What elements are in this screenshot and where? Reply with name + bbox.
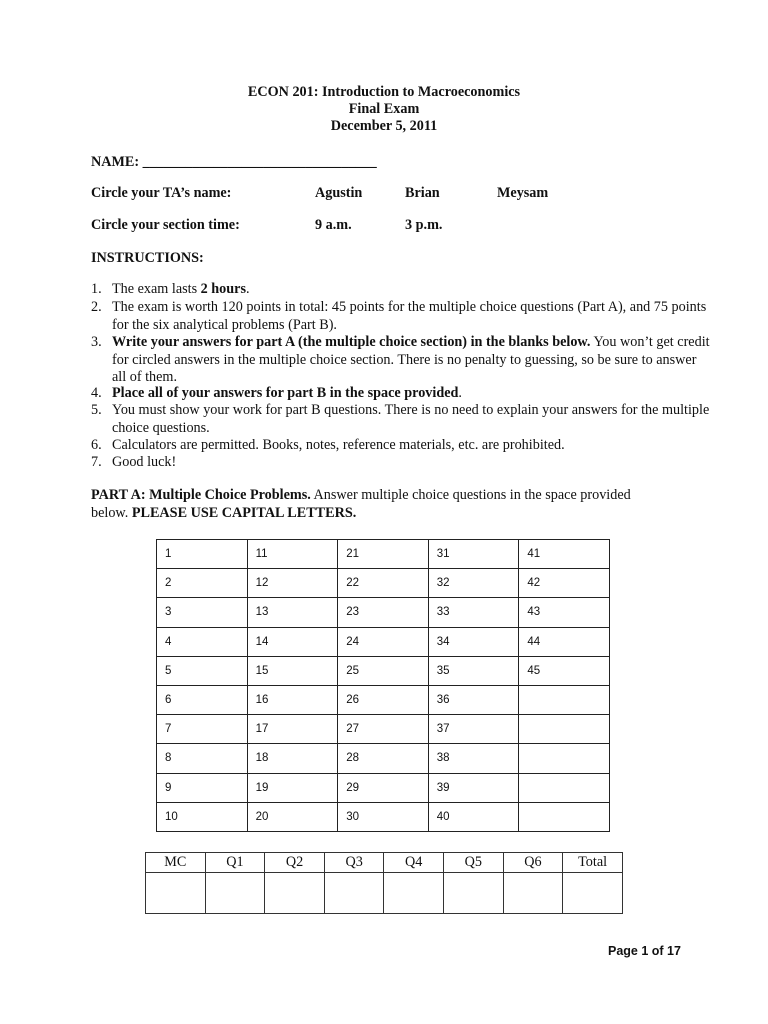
answer-cell[interactable]: 42 (519, 569, 610, 598)
answer-cell[interactable]: 7 (157, 715, 248, 744)
answer-grid (156, 539, 610, 832)
answer-row (157, 773, 610, 802)
answer-cell[interactable]: 3 (157, 598, 248, 627)
section-option-9am[interactable]: 9 a.m. (315, 217, 352, 233)
name-field[interactable]: NAME: _________________________________ (91, 154, 377, 170)
answer-cell[interactable]: 25 (338, 656, 429, 685)
answer-cell[interactable]: 33 (428, 598, 519, 627)
instruction-number: 1. (91, 281, 102, 297)
answer-cell[interactable]: 18 (247, 744, 338, 773)
instruction-text-post: You won’t get credit for circled answers in the multiple choice section. There is no penalty to guessing, so be sure to answer all of them. (112, 334, 710, 385)
instruction-number: 7. (91, 454, 102, 470)
score-cell (563, 873, 623, 914)
answer-row (157, 540, 610, 569)
instruction-text (112, 299, 712, 334)
answer-cell[interactable]: 31 (428, 540, 519, 569)
answer-cell[interactable]: 11 (247, 540, 338, 569)
score-header-cell: Q5 (444, 853, 504, 873)
score-header-cell: Q4 (384, 853, 444, 873)
score-cell (146, 873, 206, 914)
part-a-intro (91, 487, 651, 523)
answer-cell[interactable]: 17 (247, 715, 338, 744)
score-header-cell: Q3 (324, 853, 384, 873)
instruction-text-bold: Write your answers for part A (the multiple choice section) in the blanks below. (112, 334, 591, 350)
ta-option-meysam[interactable]: Meysam (497, 185, 549, 201)
score-cell (503, 873, 563, 914)
score-cell (384, 873, 444, 914)
answer-row (157, 627, 610, 656)
instruction-text-pre: The exam lasts (112, 281, 201, 297)
course-title: ECON 201: Introduction to Macroeconomics (247, 84, 521, 100)
answer-cell[interactable]: 28 (338, 744, 429, 773)
instruction-number: 5. (91, 402, 102, 418)
instruction-text-pre: The exam is worth 120 points in total: 45 points for the multiple choice questions (Part A), and 75 points for the six analytical problems (Part B). (112, 299, 707, 333)
score-header-cell: Q6 (503, 853, 563, 873)
answer-cell[interactable]: 14 (247, 627, 338, 656)
instruction-text-pre: Good luck! (112, 454, 177, 470)
answer-cell[interactable]: 26 (338, 685, 429, 714)
answer-cell[interactable] (519, 685, 610, 714)
instruction-text-bold: 2 hours (200, 281, 246, 297)
score-value-row (146, 873, 623, 914)
answer-cell[interactable]: 24 (338, 627, 429, 656)
instruction-number: 3. (91, 334, 102, 350)
answer-cell[interactable]: 2 (157, 569, 248, 598)
answer-cell[interactable]: 10 (157, 802, 248, 831)
instruction-number: 2. (91, 299, 102, 315)
score-header-row (146, 853, 623, 873)
answer-cell[interactable]: 29 (338, 773, 429, 802)
score-cell (324, 873, 384, 914)
answer-cell[interactable]: 1 (157, 540, 248, 569)
answer-cell[interactable]: 34 (428, 627, 519, 656)
instruction-text (112, 281, 712, 299)
answer-cell[interactable] (519, 773, 610, 802)
instruction-text (112, 454, 712, 472)
exam-date: December 5, 2011 (330, 118, 438, 134)
answer-cell[interactable]: 19 (247, 773, 338, 802)
answer-cell[interactable] (519, 715, 610, 744)
score-header-cell: Total (563, 853, 623, 873)
answer-cell[interactable]: 6 (157, 685, 248, 714)
score-header-cell: Q2 (265, 853, 325, 873)
answer-cell[interactable]: 12 (247, 569, 338, 598)
answer-cell[interactable]: 20 (247, 802, 338, 831)
answer-cell[interactable]: 8 (157, 744, 248, 773)
score-cell (205, 873, 265, 914)
instruction-text (112, 385, 712, 403)
answer-cell[interactable]: 22 (338, 569, 429, 598)
answer-cell[interactable]: 43 (519, 598, 610, 627)
instruction-text-post: . (458, 385, 462, 401)
answer-cell[interactable]: 4 (157, 627, 248, 656)
page-number: Page 1 of 17 (608, 944, 681, 958)
instruction-text-post: . (246, 281, 250, 297)
answer-row (157, 802, 610, 831)
answer-cell[interactable]: 13 (247, 598, 338, 627)
instruction-text (112, 402, 712, 437)
exam-title: Final Exam (348, 101, 420, 117)
answer-cell[interactable]: 9 (157, 773, 248, 802)
answer-cell[interactable]: 21 (338, 540, 429, 569)
answer-cell[interactable]: 16 (247, 685, 338, 714)
answer-cell[interactable]: 35 (428, 656, 519, 685)
instruction-text-bold: Place all of your answers for part B in the space provided (112, 385, 459, 401)
answer-cell[interactable]: 38 (428, 744, 519, 773)
score-table (145, 852, 623, 914)
score-cell (265, 873, 325, 914)
instruction-text-pre: Calculators are permitted. Books, notes, reference materials, etc. are prohibited. (112, 437, 565, 453)
instruction-text-pre: You must show your work for part B questions. There is no need to explain your answers for the multiple choice questions. (112, 402, 710, 436)
answer-cell[interactable] (519, 802, 610, 831)
instruction-text (112, 437, 712, 455)
answer-cell[interactable]: 23 (338, 598, 429, 627)
instruction-number: 4. (91, 385, 102, 401)
answer-cell[interactable]: 41 (519, 540, 610, 569)
answer-row (157, 656, 610, 685)
answer-cell[interactable]: 15 (247, 656, 338, 685)
answer-row (157, 715, 610, 744)
instruction-number: 6. (91, 437, 102, 453)
part-a-text: Answer multiple choice questions in the space provided below. (91, 487, 631, 521)
answer-row (157, 569, 610, 598)
section-label: Circle your section time: (91, 217, 240, 233)
ta-option-agustin[interactable]: Agustin (315, 185, 363, 201)
answer-row (157, 685, 610, 714)
part-a-heading: PART A: Multiple Choice Problems. (91, 487, 311, 503)
capital-letters-note: PLEASE USE CAPITAL LETTERS. (131, 504, 357, 521)
answer-cell[interactable]: 45 (519, 656, 610, 685)
answer-row (157, 598, 610, 627)
answer-cell[interactable]: 36 (428, 685, 519, 714)
ta-option-brian[interactable]: Brian (405, 185, 440, 201)
answer-cell[interactable] (519, 744, 610, 773)
answer-cell[interactable]: 30 (338, 802, 429, 831)
answer-cell[interactable]: 39 (428, 773, 519, 802)
score-header-cell: Q1 (205, 853, 265, 873)
answer-cell[interactable]: 27 (338, 715, 429, 744)
instructions-heading: INSTRUCTIONS: (91, 250, 204, 266)
instruction-text (112, 334, 712, 387)
answer-cell[interactable]: 44 (519, 627, 610, 656)
answer-cell[interactable]: 37 (428, 715, 519, 744)
answer-cell[interactable]: 40 (428, 802, 519, 831)
ta-label: Circle your TA’s name: (91, 185, 232, 201)
section-option-3pm[interactable]: 3 p.m. (405, 217, 443, 233)
score-header-cell: MC (146, 853, 206, 873)
answer-row (157, 744, 610, 773)
answer-cell[interactable]: 5 (157, 656, 248, 685)
score-cell (444, 873, 504, 914)
answer-cell[interactable]: 32 (428, 569, 519, 598)
